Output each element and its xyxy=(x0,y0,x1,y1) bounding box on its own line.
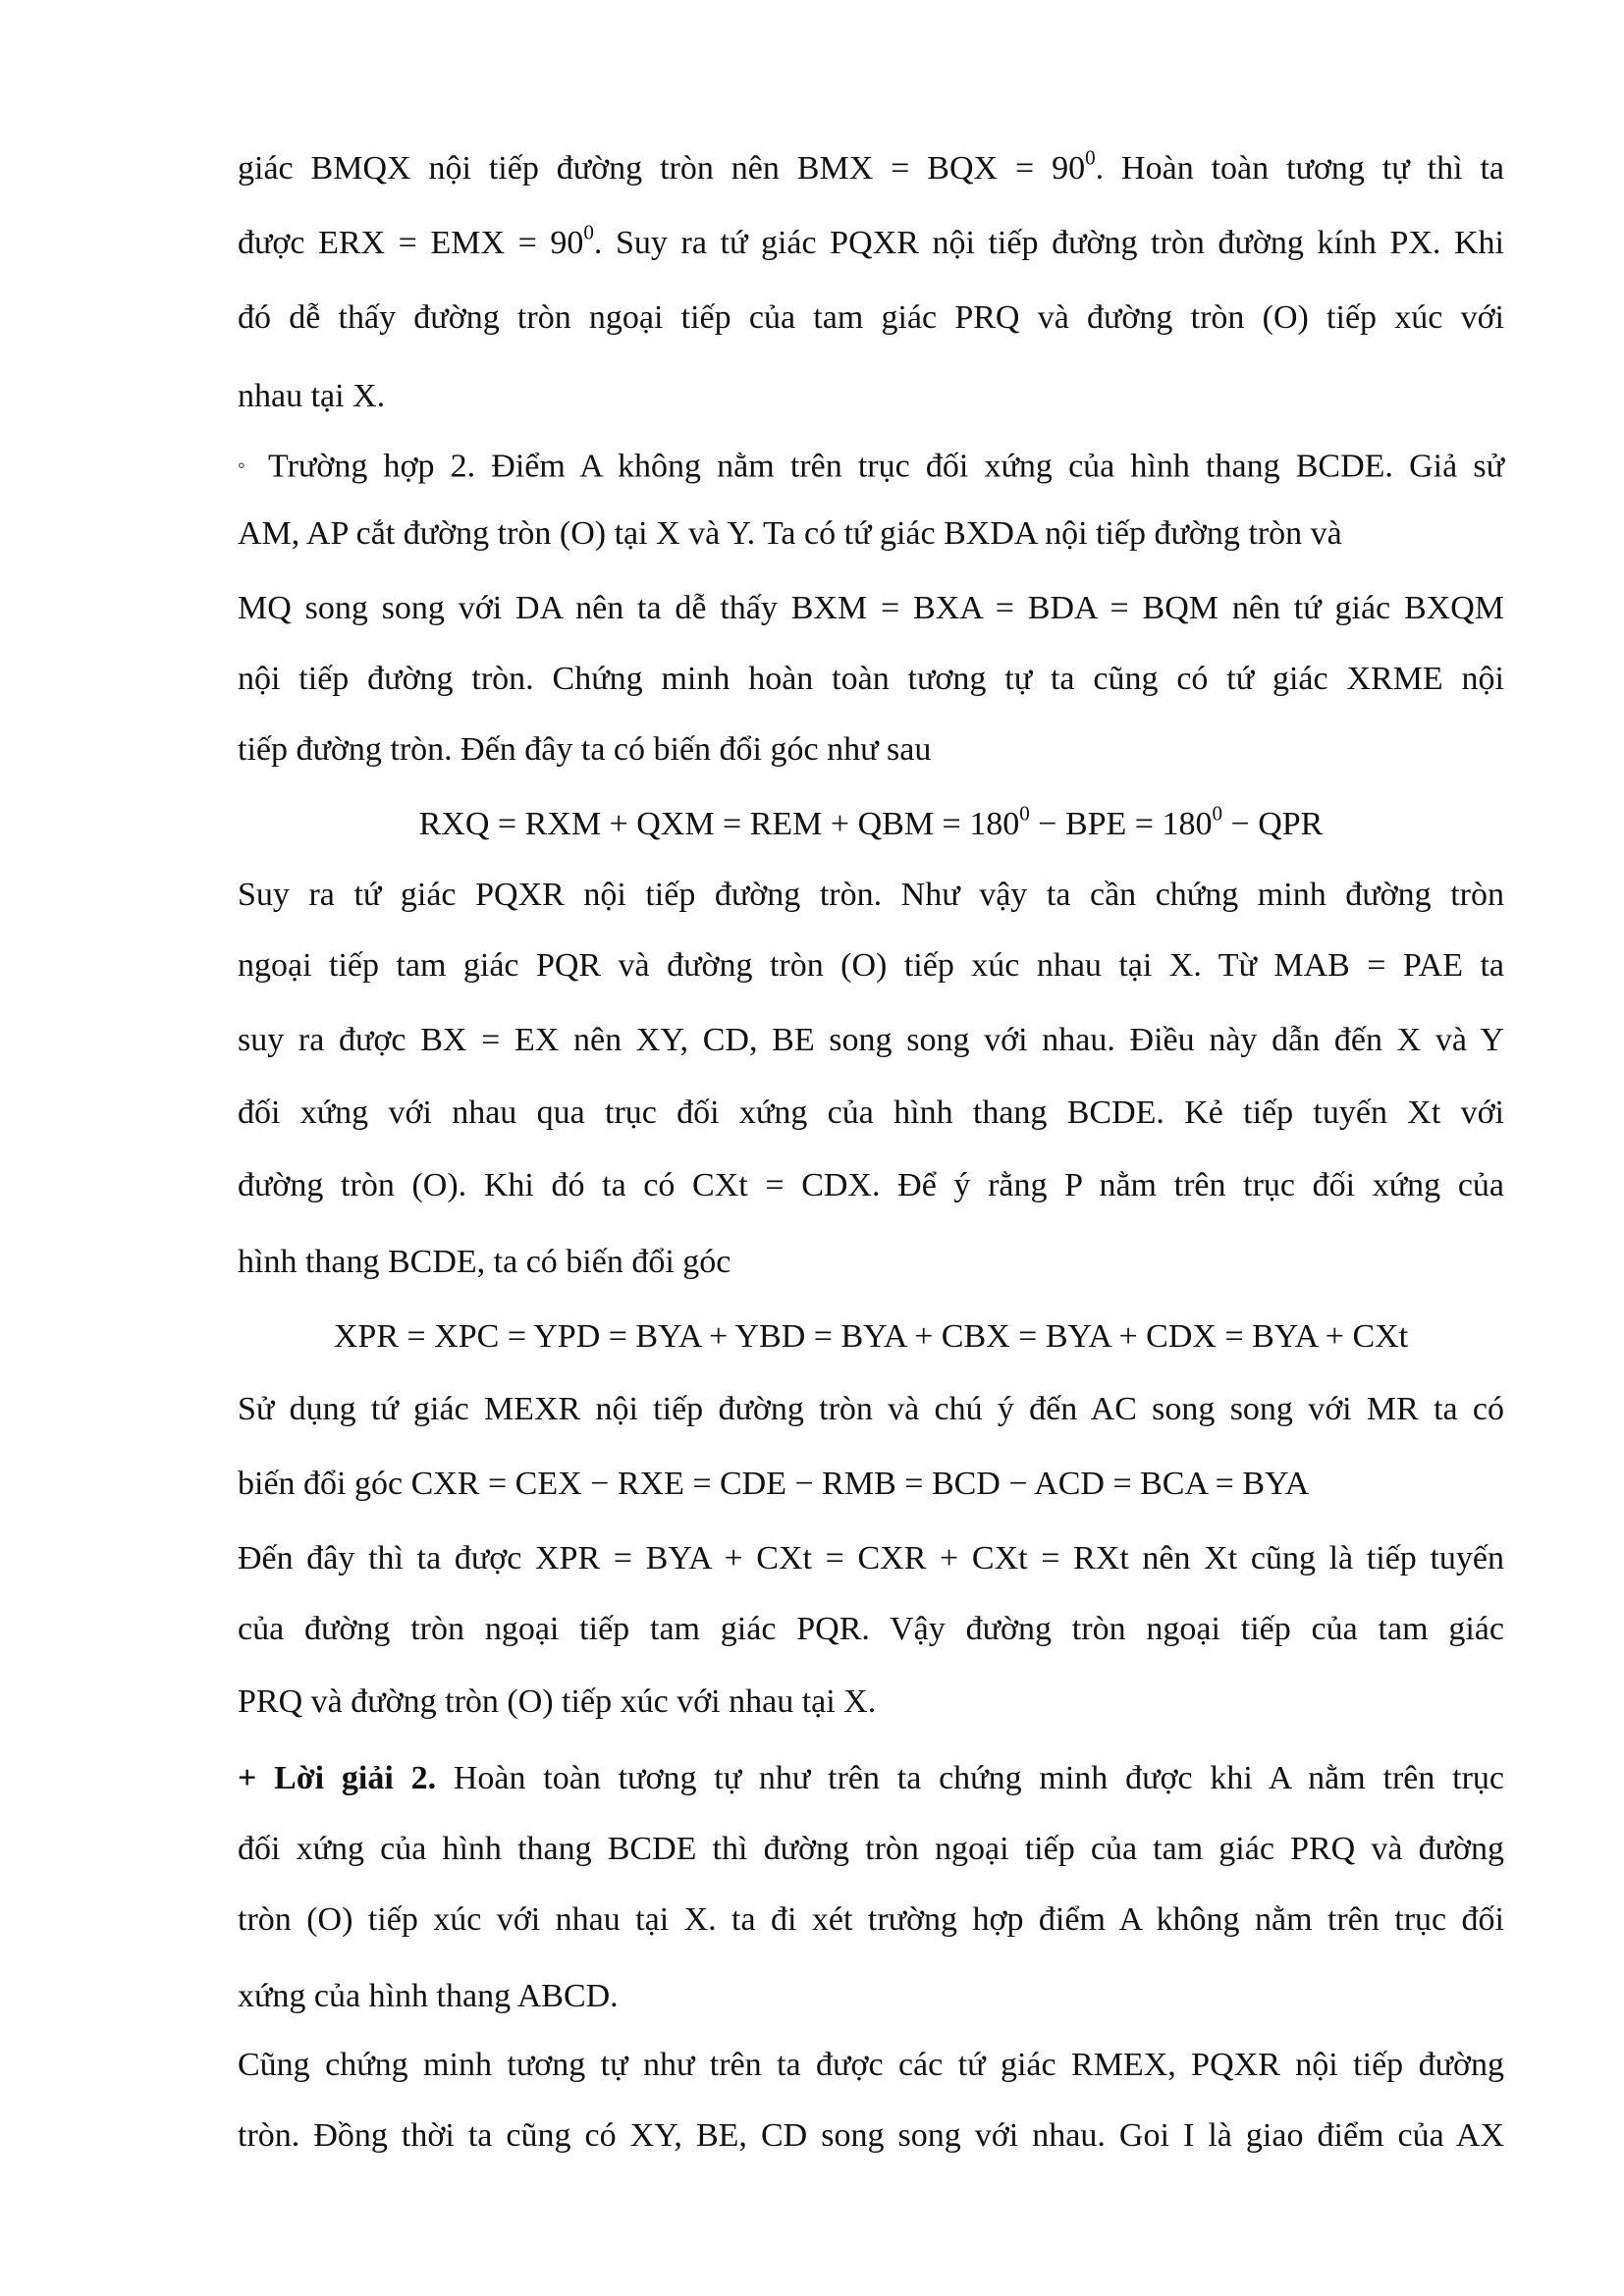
text-line-19: của đường tròn ngoại tiếp tam giác PQR. Vậy đường tròn ngoại tiếp của tam giác xyxy=(238,1611,1504,1647)
text-line-8: nội tiếp đường tròn. Chứng minh hoàn toàn tương tự ta cũng có tứ giác XRME nội xyxy=(238,661,1504,697)
solution-2-heading: + Lời giải 2. xyxy=(238,1760,437,1796)
text-line-18: Đến đây thì ta được XPR = BYA + CXt = CXR + CXt = RXt nên Xt cũng là tiếp tuyến xyxy=(238,1540,1504,1576)
text-line-12: suy ra được BX = EX nên XY, CD, BE song song với nhau. Điều này dẫn đến X và Y xyxy=(238,1022,1504,1058)
text-line-3: đó dễ thấy đường tròn ngoại tiếp của tam giác PRQ và đường tròn (O) tiếp xúc với xyxy=(238,299,1504,336)
text-line-1: giác BMQX nội tiếp đường tròn nên BMX = BQX = $90^0$. Hoàn toàn tương tự thì ta xyxy=(238,145,1504,187)
text-line-17: biến đổi góc CXR = CEX − RXE = CDE − RMB = BCD − ACD = BCA = BYA xyxy=(238,1466,1310,1502)
text-line-22: đối xứng của hình thang BCDE thì đường tròn ngoại tiếp của tam giác PRQ và đường xyxy=(238,1831,1504,1867)
text-line-4: nhau tại X. xyxy=(238,378,386,414)
text-line-13: đối xứng với nhau qua trục đối xứng của hình thang BCDE. Kẻ tiếp tuyến Xt với xyxy=(238,1095,1504,1131)
text-line-9: tiếp đường tròn. Đến đây ta có biến đổi góc như sau xyxy=(238,731,932,768)
equation-line-1: RXQ = RXM + QXM = REM + QBM = $180^0$ − BPE = $180^0$ − QPR xyxy=(418,801,1324,842)
text-line-11: ngoại tiếp tam giác PQR và đường tròn (O) tiếp xúc nhau tại X. Từ MAB = PAE ta xyxy=(238,947,1504,984)
text-line-26: tròn. Đồng thời ta cũng có XY, BE, CD song song với nhau. Goi I là giao điểm của AX xyxy=(238,2117,1504,2154)
text-line-2: được ERX = EMX = $90^0$. Suy ra tứ giác PQXR nội tiếp đường tròn đường kính PX. Khi xyxy=(238,220,1504,261)
text-line-25: Cũng chứng minh tương tự như trên ta được các tứ giác RMEX, PQXR nội tiếp đường xyxy=(238,2047,1504,2083)
text-line-7: MQ song song với DA nên ta dễ thấy BXM = BXA = BDA = BQM nên tứ giác BXQM xyxy=(238,590,1504,626)
text-line-15: hình thang BCDE, ta có biến đổi góc xyxy=(238,1244,731,1280)
text-line-6: AM, AP cắt đường tròn (O) tại X và Y. Ta có tứ giác BXDA nội tiếp đường tròn và xyxy=(238,515,1342,552)
text-line-23: tròn (O) tiếp xúc với nhau tại X. ta đi xét trường hợp điểm A không nằm trên trục đối xyxy=(238,1901,1504,1938)
text-line-14: đường tròn (O). Khi đó ta có CXt = CDX. Để ý rằng P nằm trên trục đối xứng của xyxy=(238,1167,1504,1203)
equation-line-2: XPR = XPC = YPD = BYA + YBD = BYA + CBX = BYA + CDX = BYA + CXt xyxy=(333,1318,1409,1355)
text-line-21: + Lời giải 2. Hoàn toàn tương tự như trên ta chứng minh được khi A nằm trên trục xyxy=(238,1760,1504,1796)
text-line-20: PRQ và đường tròn (O) tiếp xúc với nhau tại X. xyxy=(238,1683,877,1720)
bullet-circle-icon: ◦ xyxy=(238,453,253,477)
text-line-16: Sử dụng tứ giác MEXR nội tiếp đường tròn và chú ý đến AC song song với MR ta có xyxy=(238,1391,1504,1427)
text-line-5: ◦ Trường hợp 2. Điểm A không nằm trên trục đối xứng của hình thang BCDE. Giả sử xyxy=(238,448,1504,485)
text-line-10: Suy ra tứ giác PQXR nội tiếp đường tròn. Như vậy ta cần chứng minh đường tròn xyxy=(238,877,1504,913)
text-line-24: xứng của hình thang ABCD. xyxy=(238,1978,619,2014)
